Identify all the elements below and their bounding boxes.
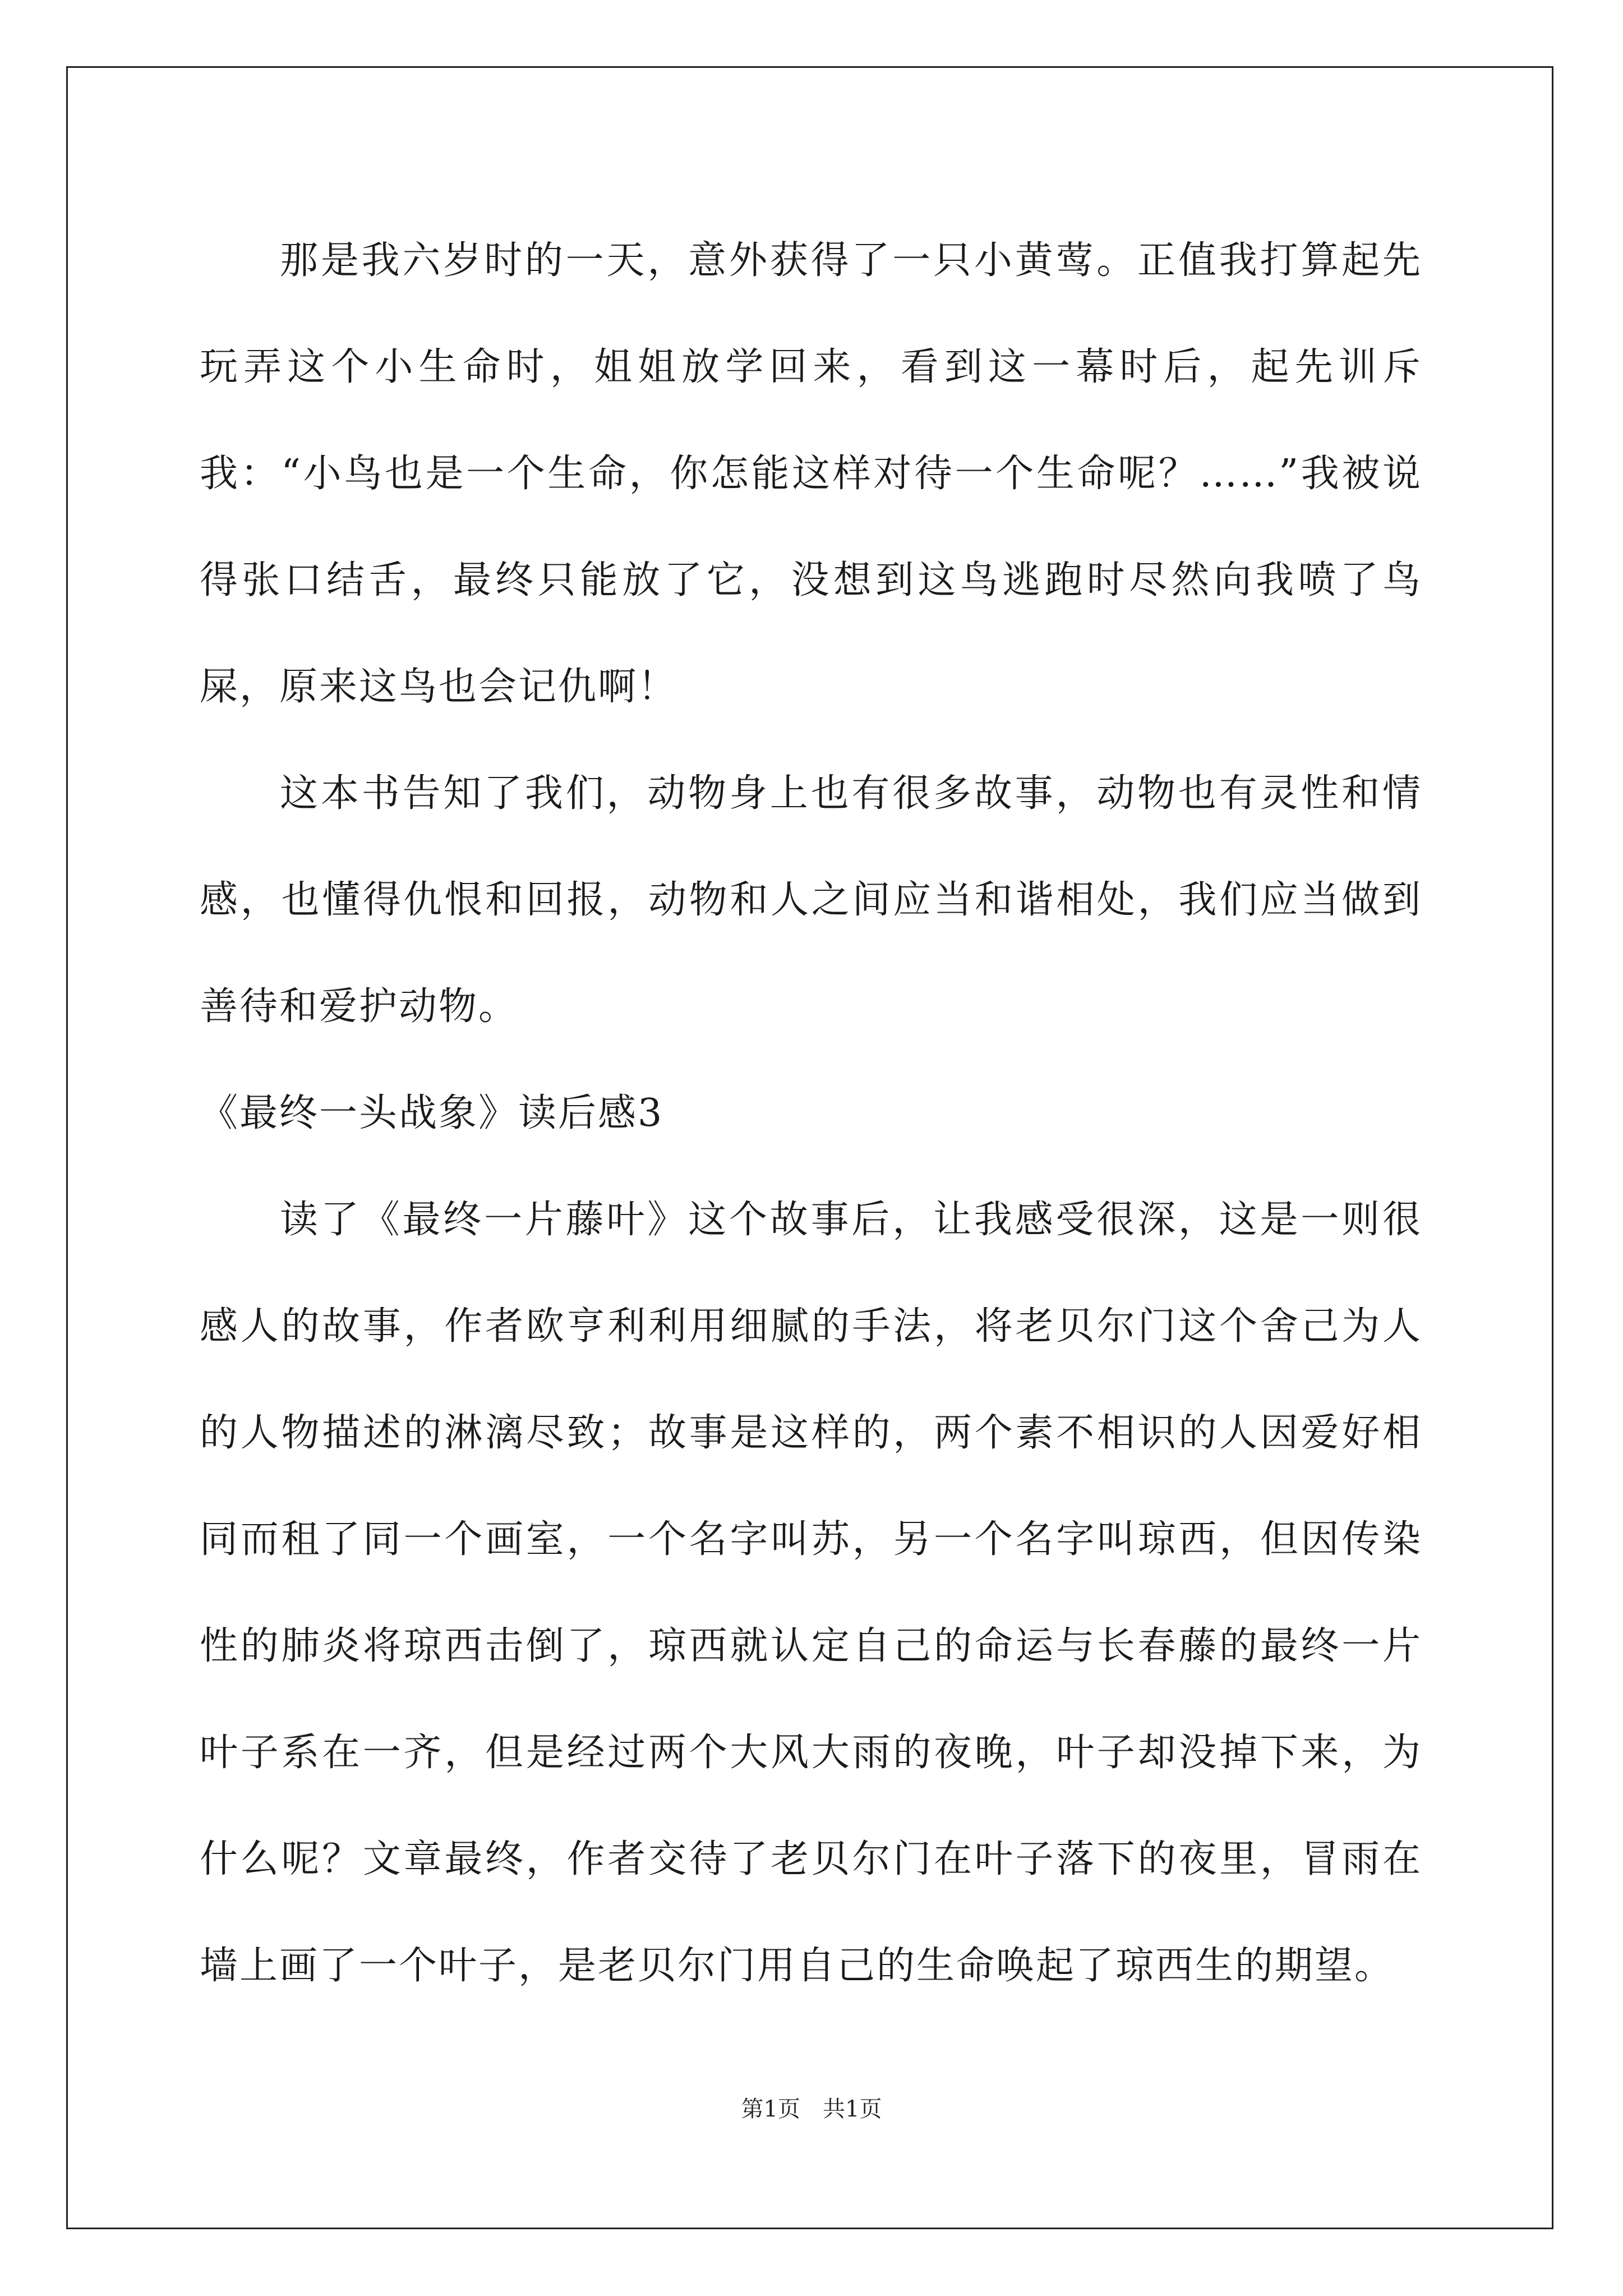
section-heading: 《最终一头战象》读后感3 bbox=[200, 1091, 664, 1135]
paragraph-last-leaf: 读了《最终一片藤叶》这个故事后，让我感受很深，这是一则很感人的故事，作者欧亨利利用细腻的手法，将老贝尔门这个舍己为人的人物描述的淋漓尽致；故事是这样的，两个素不相识的人因爱好相同而租了同一个画室，一个名字叫苏，另一个名字叫琼西，但因传染性的肺炎将琼西击倒了，琼西就认定自己的命运与长春藤的最终一片叶子系在一齐，但是经过两个大风大雨的夜晚，叶子却没掉下来，为什么呢？文章最终，作者交待了老贝尔门在叶子落下的夜里，冒雨在墙上画了一个叶子，是老贝尔门用自己的生命唤起了琼西生的期望。 bbox=[200, 1198, 1422, 1988]
document-body bbox=[200, 208, 1422, 2019]
paragraph-story-oriole: 那是我六岁时的一天，意外获得了一只小黄莺。正值我打算起先玩弄这个小生命时，姐姐放学回来，看到这一幕时后，起先训斥我：“小鸟也是一个生命，你怎能这样对待一个生命呢？……”我被说得张口结舌，最终只能放了它，没想到这鸟逃跑时尽然向我喷了鸟屎，原来这鸟也会记仇啊！ bbox=[200, 238, 1422, 709]
page-footer: 第1页 共1页 bbox=[741, 2096, 882, 2122]
paragraph-book-lesson: 这本书告知了我们，动物身上也有很多故事，动物也有灵性和情感，也懂得仇恨和回报，动物和人之间应当和谐相处，我们应当做到善待和爱护动物。 bbox=[200, 771, 1422, 1029]
